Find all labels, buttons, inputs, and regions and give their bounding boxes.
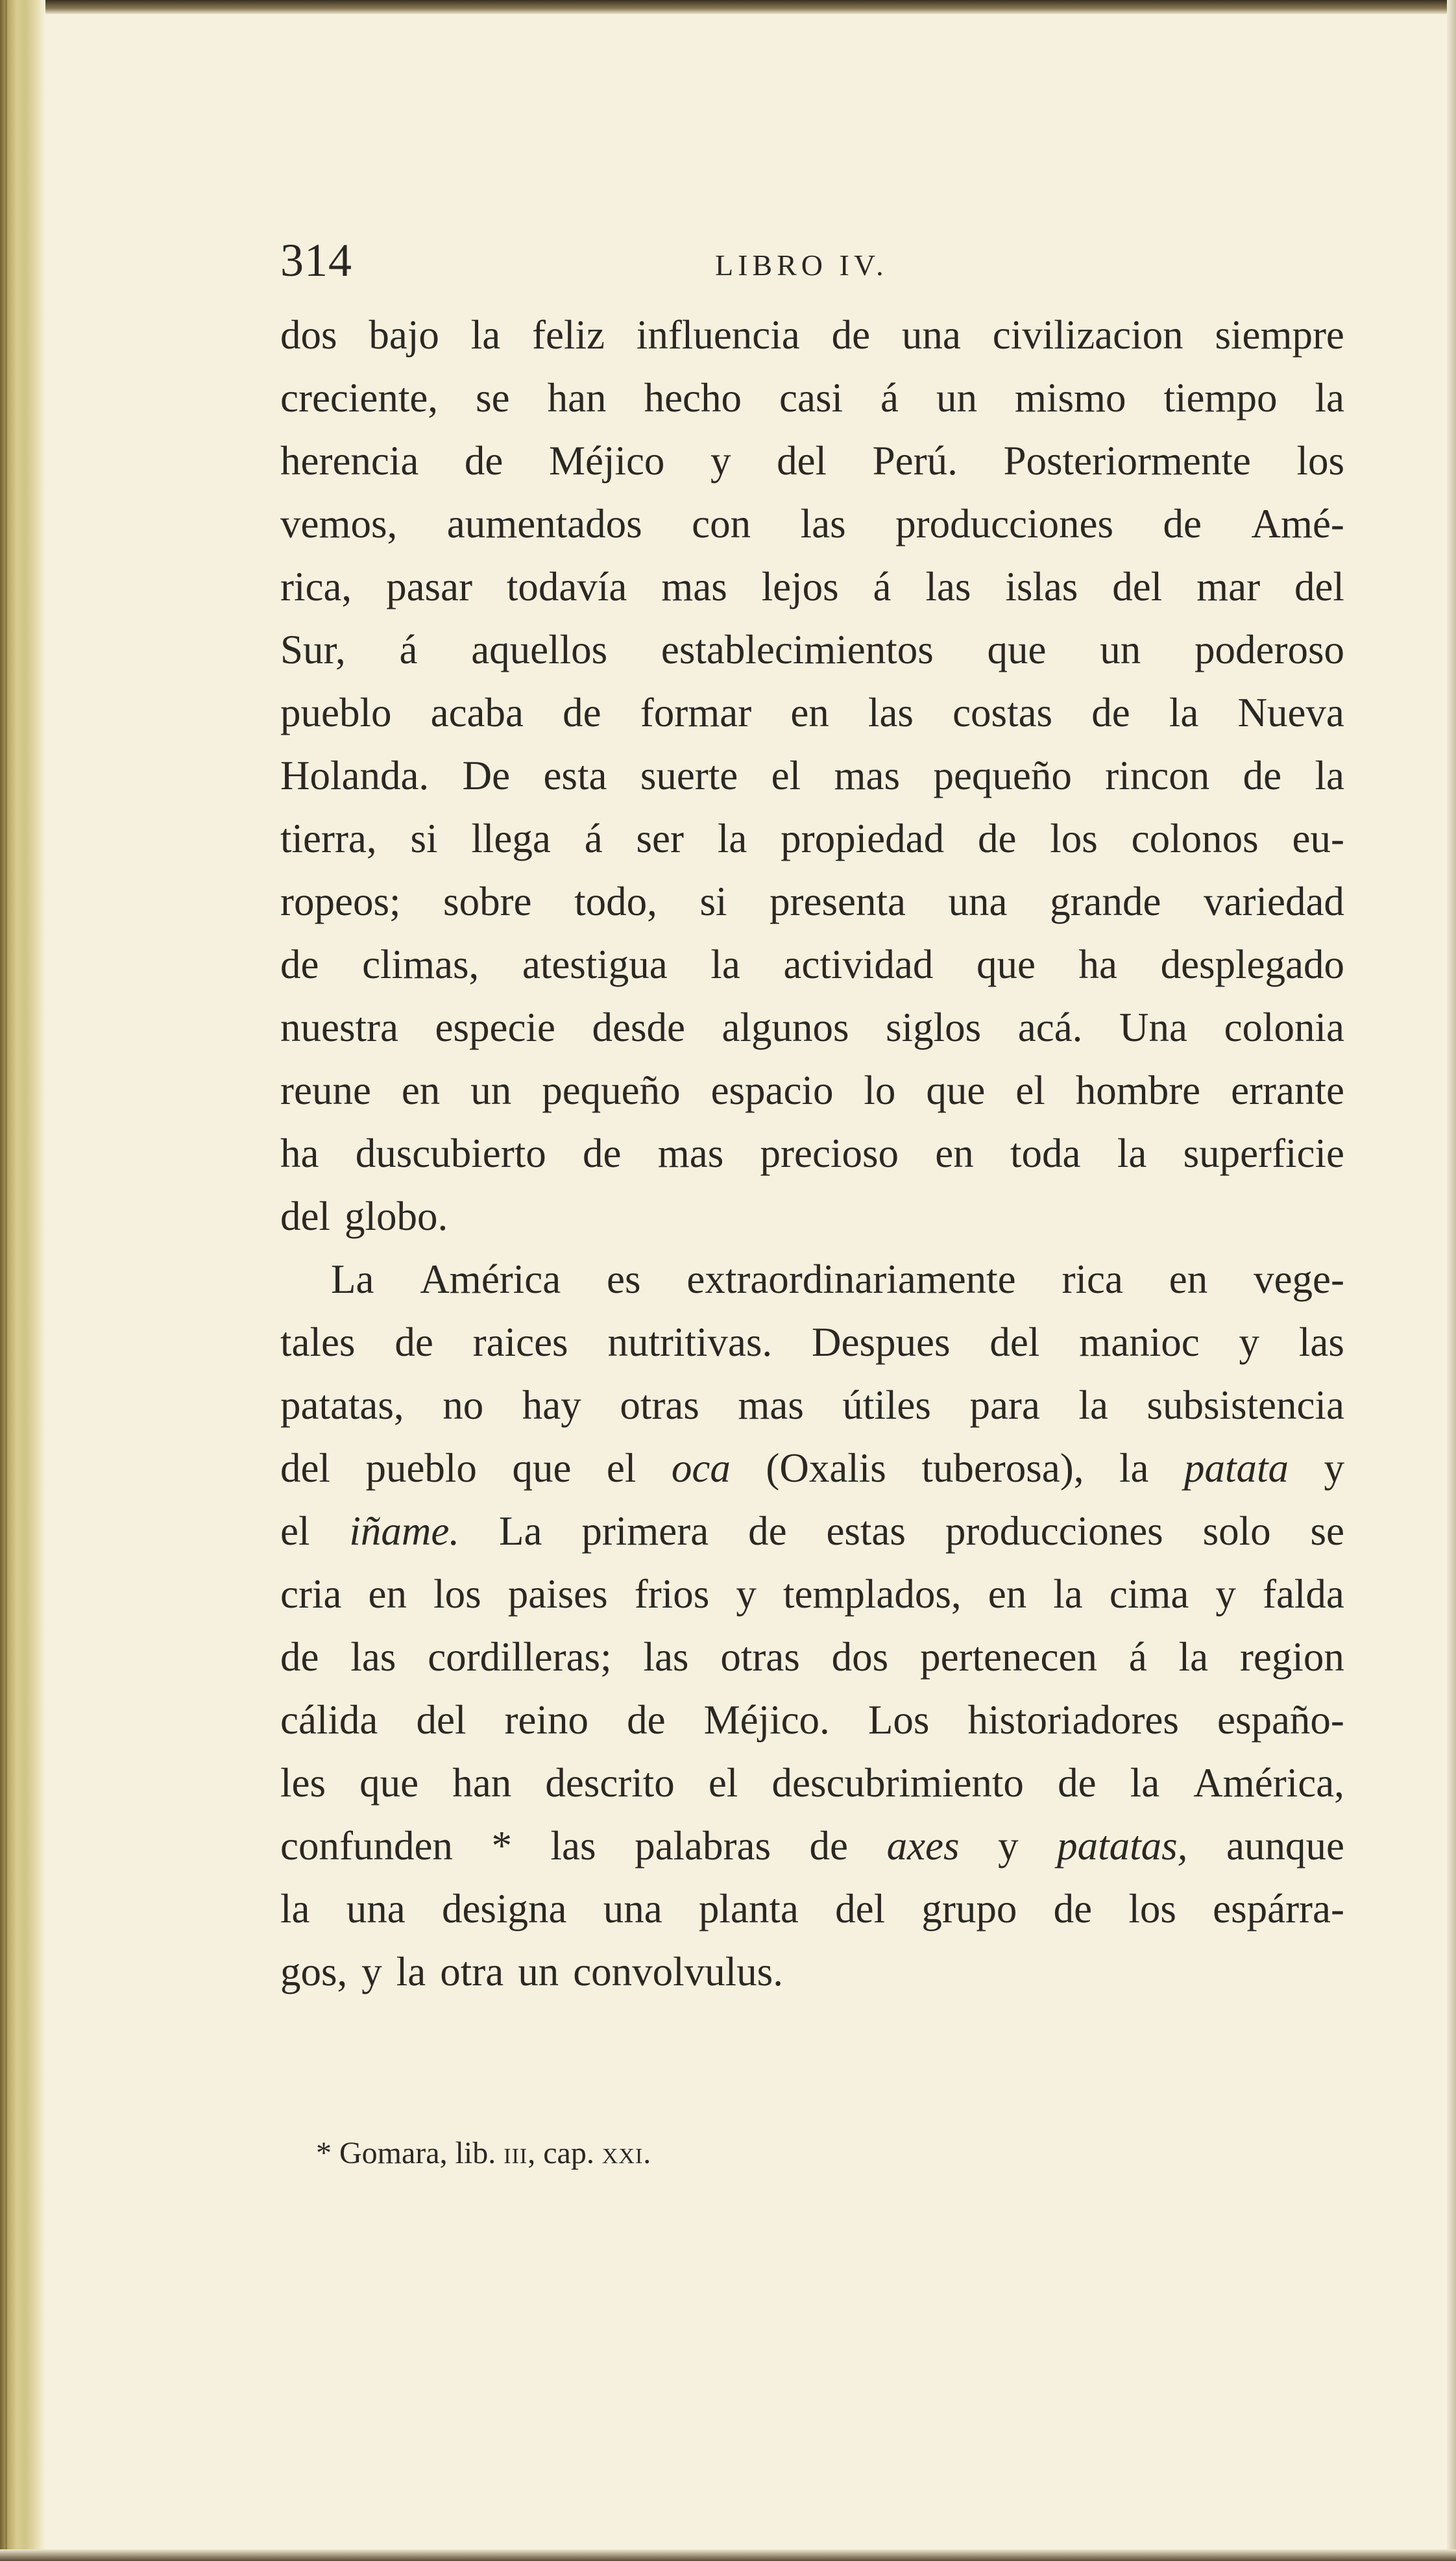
word: dos bbox=[280, 312, 337, 358]
word: la bbox=[1315, 375, 1344, 421]
word: climas, bbox=[362, 942, 479, 987]
word: las bbox=[925, 564, 971, 609]
word: el bbox=[606, 1445, 637, 1491]
word: á bbox=[880, 375, 899, 421]
word: convolvulus. bbox=[573, 1949, 783, 1994]
word: estas bbox=[826, 1508, 906, 1554]
word: pueblo bbox=[280, 690, 392, 735]
word: si bbox=[410, 816, 438, 861]
word: la bbox=[470, 312, 501, 358]
text-line bbox=[280, 933, 1344, 996]
word: de bbox=[1163, 501, 1202, 546]
word: llega bbox=[471, 816, 551, 861]
word: esta bbox=[543, 753, 607, 798]
word: presenta bbox=[770, 879, 906, 924]
word: y bbox=[361, 1949, 382, 1994]
text-line bbox=[280, 1752, 1344, 1815]
body-text bbox=[280, 304, 1344, 2003]
word: de bbox=[583, 1131, 622, 1176]
word: axes bbox=[886, 1823, 960, 1869]
word: ha bbox=[1078, 942, 1117, 987]
text-line bbox=[280, 493, 1344, 556]
word: y bbox=[998, 1823, 1019, 1869]
word: falda bbox=[1262, 1571, 1344, 1617]
word: la bbox=[396, 1949, 426, 1994]
word: desde bbox=[592, 1005, 685, 1050]
text-line bbox=[280, 1122, 1344, 1185]
word: hombre bbox=[1075, 1068, 1201, 1113]
word: de bbox=[280, 942, 319, 987]
word: pertenecen bbox=[920, 1634, 1097, 1680]
paragraph-2 bbox=[280, 1248, 1344, 2003]
word: las bbox=[643, 1634, 689, 1680]
text-line bbox=[280, 1941, 1344, 2003]
word: nuestra bbox=[280, 1005, 398, 1050]
word: patatas, bbox=[280, 1382, 404, 1428]
word: errante bbox=[1231, 1068, 1344, 1113]
word: la bbox=[1117, 1131, 1147, 1176]
text-line bbox=[280, 1374, 1344, 1437]
word: poderoso bbox=[1195, 627, 1344, 672]
word: la bbox=[1130, 1760, 1160, 1806]
text-line bbox=[280, 430, 1344, 493]
text-line bbox=[280, 1248, 1344, 1311]
word: descubrimiento bbox=[771, 1760, 1024, 1806]
word: planta bbox=[698, 1886, 799, 1931]
word: lo bbox=[864, 1068, 896, 1113]
word: y bbox=[1324, 1445, 1344, 1491]
word: del bbox=[1112, 564, 1163, 609]
word: se bbox=[1310, 1508, 1344, 1554]
word: la bbox=[1178, 1634, 1209, 1680]
word: un bbox=[518, 1949, 559, 1994]
word: todavía bbox=[506, 564, 627, 609]
word: patatas, bbox=[1057, 1823, 1188, 1869]
word: mas bbox=[661, 564, 727, 609]
word: que bbox=[987, 627, 1047, 672]
word: rica bbox=[1062, 1256, 1123, 1302]
word: confunden bbox=[280, 1823, 453, 1869]
word: la bbox=[1315, 753, 1344, 798]
word: Nueva bbox=[1237, 690, 1344, 735]
word: hay bbox=[522, 1382, 581, 1428]
word: mar bbox=[1196, 564, 1261, 609]
word: actividad bbox=[783, 942, 934, 987]
word: acaba bbox=[430, 690, 524, 735]
text-line bbox=[280, 304, 1344, 367]
word: Despues bbox=[812, 1319, 951, 1365]
text-line bbox=[280, 807, 1344, 870]
text-line bbox=[280, 1500, 1344, 1563]
word: casi bbox=[779, 375, 843, 421]
word: tuberosa), bbox=[921, 1445, 1084, 1491]
word: el bbox=[1015, 1068, 1045, 1113]
word: siglos bbox=[886, 1005, 982, 1050]
word: las bbox=[550, 1823, 596, 1869]
word: Amé- bbox=[1251, 501, 1344, 546]
word: producciones bbox=[895, 501, 1113, 546]
word: América, bbox=[1193, 1760, 1344, 1806]
word: que bbox=[926, 1068, 986, 1113]
word: la bbox=[710, 942, 740, 987]
word: Perú. bbox=[872, 438, 958, 484]
word: si bbox=[699, 879, 727, 924]
text-line bbox=[280, 1626, 1344, 1689]
word: globo. bbox=[344, 1194, 448, 1239]
word: acá. bbox=[1017, 1005, 1083, 1050]
word: á bbox=[399, 627, 418, 672]
word: del bbox=[835, 1886, 886, 1931]
word: tierra, bbox=[280, 816, 377, 861]
word: el bbox=[708, 1760, 738, 1806]
word: algunos bbox=[722, 1005, 849, 1050]
text-line bbox=[280, 1059, 1344, 1122]
footnote-sep: , cap. bbox=[528, 2136, 594, 2170]
word: los bbox=[1296, 438, 1344, 484]
word: á bbox=[1128, 1634, 1147, 1680]
word: eu- bbox=[1292, 816, 1344, 861]
word: del bbox=[280, 1445, 330, 1491]
word: del bbox=[777, 438, 827, 484]
word: creciente, bbox=[280, 375, 439, 421]
text-line bbox=[280, 619, 1344, 681]
word: designa bbox=[441, 1886, 567, 1931]
word: mas bbox=[657, 1131, 724, 1176]
word: lejos bbox=[761, 564, 839, 609]
word: formar bbox=[640, 690, 752, 735]
word: siempre bbox=[1215, 312, 1344, 358]
word: y bbox=[736, 1571, 757, 1617]
word: manioc bbox=[1079, 1319, 1200, 1365]
word: herencia bbox=[280, 438, 419, 484]
word: la bbox=[1169, 690, 1199, 735]
text-line bbox=[280, 1563, 1344, 1626]
word: del bbox=[280, 1194, 330, 1239]
word: cordilleras; bbox=[428, 1634, 612, 1680]
word: ropeos; bbox=[280, 879, 401, 924]
word: de bbox=[831, 312, 871, 358]
word: descrito bbox=[545, 1760, 675, 1806]
word: duscubierto bbox=[355, 1131, 546, 1176]
word: en bbox=[401, 1068, 441, 1113]
text-line bbox=[280, 1185, 1344, 1248]
text-line bbox=[280, 870, 1344, 933]
word: subsistencia bbox=[1147, 1382, 1344, 1428]
word: propiedad bbox=[781, 816, 945, 861]
text-line bbox=[280, 1437, 1344, 1500]
word: de bbox=[1243, 753, 1282, 798]
word: pequeño bbox=[933, 753, 1072, 798]
word: y bbox=[1239, 1319, 1260, 1365]
word: variedad bbox=[1204, 879, 1344, 924]
word: con bbox=[692, 501, 751, 546]
word: pasar bbox=[386, 564, 472, 609]
word: Una bbox=[1119, 1005, 1187, 1050]
word: colonia bbox=[1224, 1005, 1344, 1050]
word: que bbox=[512, 1445, 572, 1491]
word: de bbox=[627, 1697, 666, 1743]
word: feliz bbox=[532, 312, 605, 358]
word: aumentados bbox=[446, 501, 642, 546]
word: todo, bbox=[574, 879, 657, 924]
word: (Oxalis bbox=[766, 1445, 886, 1491]
text-line bbox=[280, 681, 1344, 744]
word: civilizacion bbox=[992, 312, 1183, 358]
word: palabras bbox=[635, 1823, 771, 1869]
word: vemos, bbox=[280, 501, 398, 546]
word: y bbox=[710, 438, 731, 484]
page-header bbox=[280, 234, 1357, 292]
word: dos bbox=[831, 1634, 889, 1680]
word: iñame. bbox=[349, 1508, 460, 1554]
page-right-edge bbox=[1447, 0, 1456, 2561]
word: raices bbox=[472, 1319, 568, 1365]
word: tales bbox=[280, 1319, 356, 1365]
word: extraordinariamente bbox=[686, 1256, 1016, 1302]
word: las bbox=[1298, 1319, 1344, 1365]
word: otras bbox=[720, 1634, 800, 1680]
word: paises bbox=[507, 1571, 608, 1617]
word: suerte bbox=[640, 753, 738, 798]
word: han bbox=[547, 375, 607, 421]
word: reune bbox=[280, 1068, 371, 1113]
word: de bbox=[1091, 690, 1130, 735]
word: mas bbox=[834, 753, 901, 798]
word: aquellos bbox=[471, 627, 608, 672]
word: que bbox=[976, 942, 1036, 987]
word: la bbox=[280, 1886, 310, 1931]
word: una bbox=[948, 879, 1008, 924]
word: la bbox=[1053, 1571, 1083, 1617]
word: América bbox=[420, 1256, 561, 1302]
word: en bbox=[988, 1571, 1027, 1617]
text-line bbox=[280, 1878, 1344, 1941]
word: cálida bbox=[280, 1697, 378, 1743]
word: bajo bbox=[369, 312, 439, 358]
word: especie bbox=[435, 1005, 555, 1050]
word: rincon bbox=[1105, 753, 1210, 798]
word: hecho bbox=[644, 375, 742, 421]
word: mismo bbox=[1014, 375, 1126, 421]
word: cria bbox=[280, 1571, 342, 1617]
word: region bbox=[1239, 1634, 1344, 1680]
word: de bbox=[280, 1634, 319, 1680]
word: un bbox=[1100, 627, 1141, 672]
word: espacio bbox=[710, 1068, 834, 1113]
word: de bbox=[563, 690, 601, 735]
word: una bbox=[346, 1886, 406, 1931]
page-top-edge bbox=[0, 0, 1456, 14]
word: no bbox=[443, 1382, 484, 1428]
word: han bbox=[452, 1760, 512, 1806]
word: en bbox=[935, 1131, 974, 1176]
word: Posteriormente bbox=[1003, 438, 1251, 484]
word: ser bbox=[636, 816, 684, 861]
word: los bbox=[1128, 1886, 1176, 1931]
footnote-chapter: xxi. bbox=[601, 2136, 652, 2170]
word: de bbox=[464, 438, 504, 484]
word: pueblo bbox=[365, 1445, 477, 1491]
word: solo bbox=[1202, 1508, 1271, 1554]
word: atestigua bbox=[522, 942, 668, 987]
word: aunque bbox=[1226, 1823, 1344, 1869]
word: colonos bbox=[1131, 816, 1259, 861]
word: influencia bbox=[636, 312, 800, 358]
running-head: LIBRO IV. bbox=[715, 249, 888, 282]
word: cima bbox=[1109, 1571, 1189, 1617]
word: vege- bbox=[1254, 1256, 1344, 1302]
word: la bbox=[1119, 1445, 1149, 1491]
word: el bbox=[280, 1508, 310, 1554]
word: de bbox=[1058, 1760, 1097, 1806]
word: gos, bbox=[280, 1949, 348, 1994]
word: se bbox=[476, 375, 510, 421]
text-line bbox=[280, 1815, 1344, 1878]
word: los bbox=[433, 1571, 481, 1617]
footnote-text: Gomara, lib. bbox=[339, 2136, 496, 2170]
word: * bbox=[491, 1823, 512, 1869]
word: de bbox=[1053, 1886, 1093, 1931]
word: en bbox=[1169, 1256, 1208, 1302]
word: y bbox=[1215, 1571, 1236, 1617]
word: las bbox=[868, 690, 914, 735]
word: sobre bbox=[443, 879, 532, 924]
word: en bbox=[368, 1571, 407, 1617]
word: templados, bbox=[783, 1571, 962, 1617]
word: del bbox=[416, 1697, 467, 1743]
text-line bbox=[280, 996, 1344, 1059]
word: La bbox=[498, 1508, 542, 1554]
footnote-book: iii bbox=[504, 2136, 528, 2170]
word: mas bbox=[738, 1382, 804, 1428]
word: Holanda. bbox=[280, 753, 430, 798]
book-gutter bbox=[0, 0, 45, 2561]
word: del bbox=[1294, 564, 1344, 609]
text-line bbox=[280, 1689, 1344, 1752]
word: españo- bbox=[1217, 1697, 1344, 1743]
paragraph-1 bbox=[280, 304, 1344, 1248]
word: establecimientos bbox=[661, 627, 934, 672]
word: pequeño bbox=[542, 1068, 681, 1113]
text-line bbox=[280, 1311, 1344, 1374]
word: La bbox=[331, 1256, 374, 1302]
word: historiadores bbox=[967, 1697, 1179, 1743]
word: las bbox=[350, 1634, 396, 1680]
word: De bbox=[462, 753, 511, 798]
word: frios bbox=[634, 1571, 710, 1617]
word: nutritivas. bbox=[607, 1319, 773, 1365]
word: desplegado bbox=[1160, 942, 1344, 987]
word: costas bbox=[952, 690, 1053, 735]
word: del bbox=[989, 1319, 1040, 1365]
word: las bbox=[800, 501, 846, 546]
word: es bbox=[607, 1256, 641, 1302]
text-line bbox=[280, 744, 1344, 807]
word: á bbox=[873, 564, 892, 609]
word: reino bbox=[504, 1697, 588, 1743]
word: una bbox=[603, 1886, 662, 1931]
word: el bbox=[771, 753, 801, 798]
page-number: 314 bbox=[280, 234, 352, 286]
word: un bbox=[936, 375, 977, 421]
word: en bbox=[790, 690, 829, 735]
word: les bbox=[280, 1760, 326, 1806]
text-line bbox=[280, 556, 1344, 619]
word: superficie bbox=[1183, 1131, 1344, 1176]
word: tiempo bbox=[1163, 375, 1278, 421]
word: islas bbox=[1005, 564, 1078, 609]
word: útiles bbox=[842, 1382, 931, 1428]
word: ha bbox=[280, 1131, 319, 1176]
word: á bbox=[584, 816, 603, 861]
word: grande bbox=[1050, 879, 1161, 924]
word: la bbox=[717, 816, 747, 861]
word: la bbox=[1078, 1382, 1108, 1428]
footnote bbox=[316, 2135, 651, 2171]
footnote-marker: * bbox=[316, 2136, 332, 2170]
word: los bbox=[1050, 816, 1098, 861]
word: rica, bbox=[280, 564, 352, 609]
word: grupo bbox=[921, 1886, 1017, 1931]
word: Méjico bbox=[548, 438, 665, 484]
word: que bbox=[359, 1760, 419, 1806]
word: Los bbox=[868, 1697, 930, 1743]
word: oca bbox=[671, 1445, 731, 1491]
word: Méjico. bbox=[703, 1697, 830, 1743]
page-bottom-edge bbox=[0, 2549, 1456, 2561]
text-line bbox=[280, 367, 1344, 430]
word: precioso bbox=[760, 1131, 899, 1176]
word: para bbox=[969, 1382, 1040, 1428]
word: otra bbox=[440, 1949, 504, 1994]
word: otras bbox=[620, 1382, 699, 1428]
word: Sur, bbox=[280, 627, 346, 672]
word: de bbox=[394, 1319, 433, 1365]
word: de bbox=[809, 1823, 848, 1869]
word: toda bbox=[1010, 1131, 1081, 1176]
word: de bbox=[977, 816, 1017, 861]
word: de bbox=[748, 1508, 787, 1554]
word: un bbox=[470, 1068, 512, 1113]
word: espárra- bbox=[1213, 1886, 1344, 1931]
word: patata bbox=[1183, 1445, 1289, 1491]
word: producciones bbox=[945, 1508, 1163, 1554]
word: primera bbox=[581, 1508, 709, 1554]
word: una bbox=[901, 312, 961, 358]
